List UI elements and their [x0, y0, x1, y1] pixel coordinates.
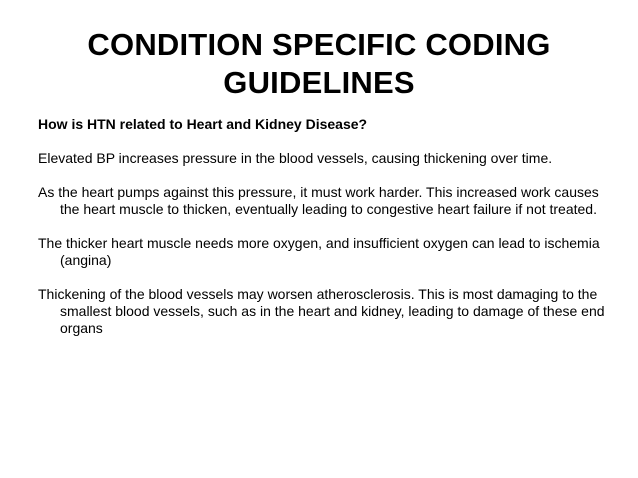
slide-body: [38, 116, 608, 354]
paragraph-elevated-bp: Elevated BP increases pressure in the blood vessels, causing thickening over time.: [38, 150, 553, 166]
paragraph-atherosclerosis: Thickening of the blood vessels may worsen atherosclerosis. This is most damaging to the smallest blood vessels, such as in the heart and kidney, leading to damage of these end organs: [38, 286, 605, 336]
paragraph-oxygen-ischemia: The thicker heart muscle needs more oxygen, and insufficient oxygen can lead to ischemia (angina): [38, 235, 600, 268]
slide-title: CONDITION SPECIFIC CODING GUIDELINES: [87, 27, 551, 100]
paragraph-heart-pumps: As the heart pumps against this pressure, it must work harder. This increased work causes the heart muscle to thicken, eventually leading to congestive heart failure if not treated.: [38, 184, 599, 217]
question-heading: How is HTN related to Heart and Kidney Disease?: [38, 116, 368, 132]
